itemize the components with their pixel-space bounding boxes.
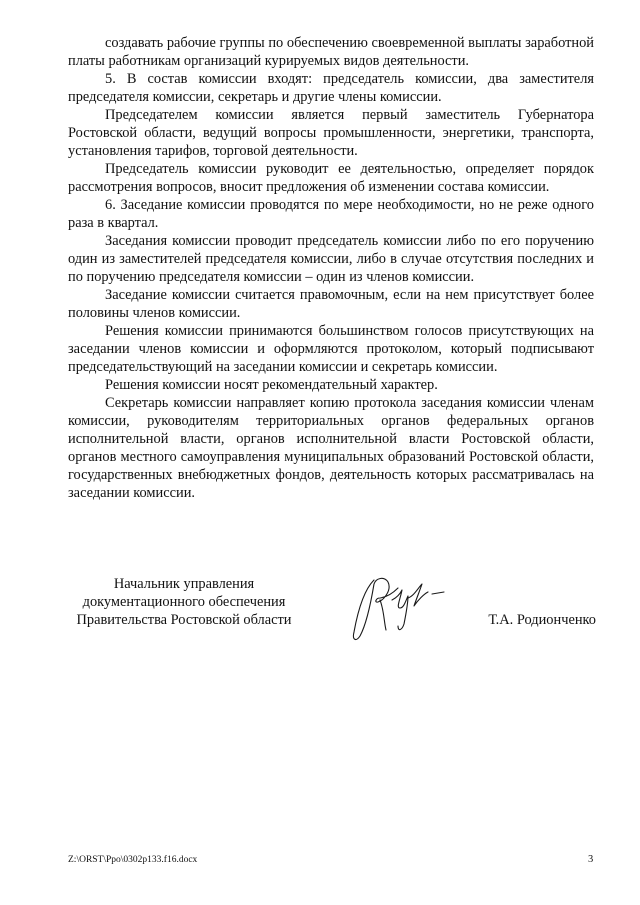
paragraph: Заседание комиссии считается правомочным, если на нем присутствует более половины членов комиссии.	[68, 287, 594, 321]
handwritten-signature	[344, 570, 454, 650]
paragraph: 6. Заседание комиссии проводятся по мере необходимости, но не реже одного раза в квартал.	[68, 197, 594, 231]
signatory-title-line: Правительства Ростовской области	[76, 612, 292, 628]
paragraph: Председателем комиссии является первый заместитель Губернатора Ростовской области, ведущий вопросы промышленности, энергетики, транспорта, установления тарифов, торговой деятельности.	[68, 107, 594, 159]
paragraph: Решения комиссии принимаются большинством голосов присутствующих на заседании членов комиссии и оформляются протоколом, который подписывают председательствующий на заседании комиссии и секретарь комиссии.	[68, 323, 594, 375]
document-body	[68, 34, 594, 502]
paragraph: Решения комиссии носят рекомендательный характер.	[105, 377, 438, 393]
signatory-title-line: Начальник управления	[113, 576, 255, 592]
signature-block	[68, 575, 596, 655]
paragraph: Председатель комиссии руководит ее деятельностью, определяет порядок рассмотрения вопросов, вносит предложения об изменении состава комиссии.	[68, 161, 594, 195]
paragraph: Заседания комиссии проводит председатель комиссии либо по его поручению один из заместителей председателя комиссии, либо в случае отсутствия последних и по поручению председателя комиссии – один из членов комиссии.	[68, 233, 594, 285]
paragraph: Секретарь комиссии направляет копию протокола заседания комиссии членам комиссии, руководителям территориальных органов федеральных органов исполнительной власти, органов исполнительной власти Ростовской области, органов местного самоуправления муниципальных образований Ростовской области, государственных внебюджетных фондов, деятельность которых рассматривалась на заседании комиссии.	[68, 395, 594, 501]
footer-file-path: Z:\ORST\Ppo\0302p133.f16.docx	[68, 855, 198, 865]
signatory-title-line: документационного обеспечения	[82, 594, 286, 610]
paragraph: создавать рабочие группы по обеспечению своевременной выплаты заработной платы работникам организаций курируемых видов деятельности.	[68, 35, 594, 69]
paragraph: 5. В состав комиссии входят: председатель комиссии, два заместителя председателя комиссии, секретарь и другие члены комиссии.	[68, 71, 594, 105]
signatory-title	[68, 575, 300, 629]
footer-page-number: 3	[588, 854, 594, 865]
signatory-name: Т.А. Родионченко	[488, 612, 596, 628]
